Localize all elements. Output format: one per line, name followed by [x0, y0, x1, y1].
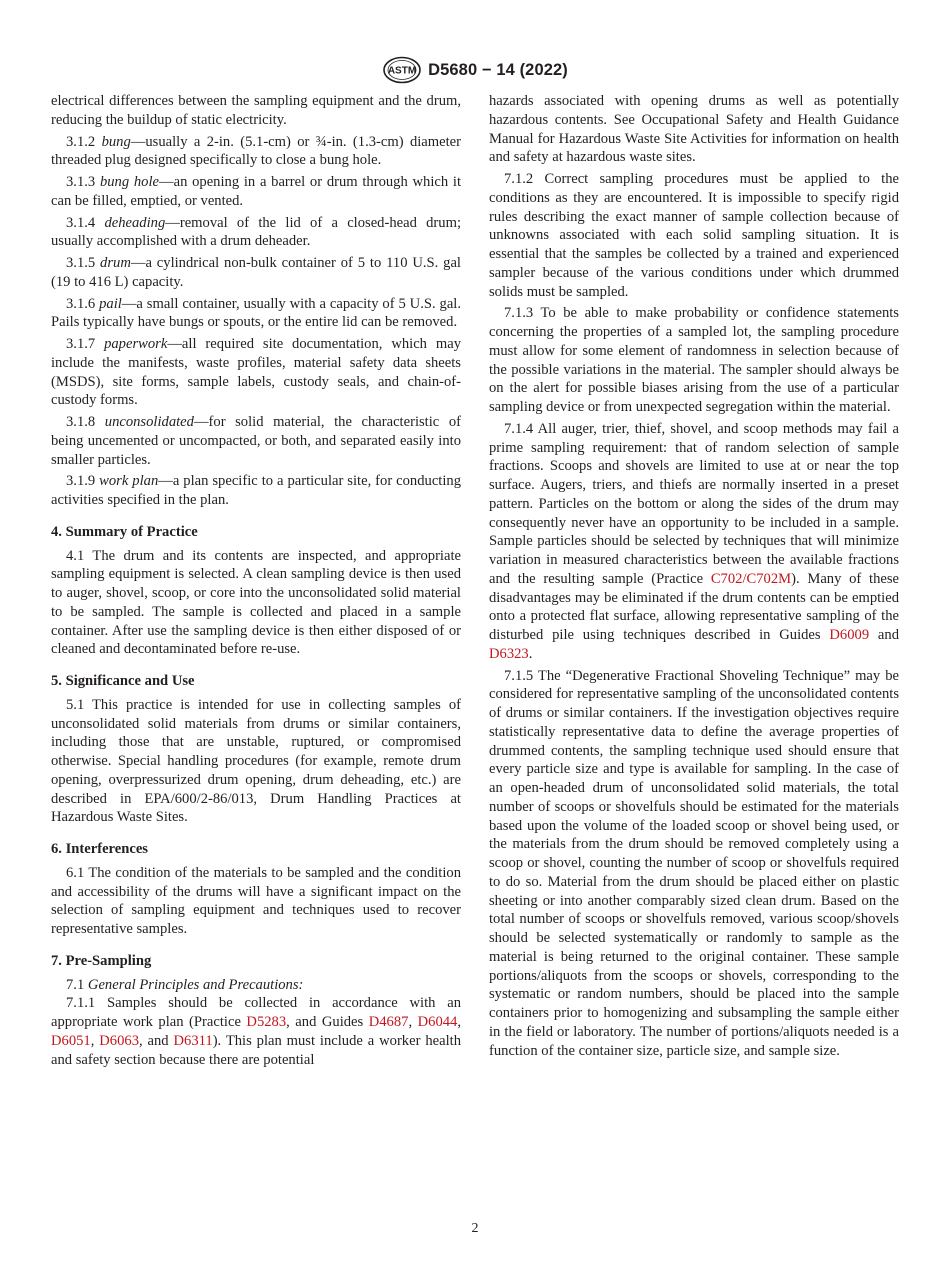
paragraph-continuation-right: hazards associated with opening drums as well as potentially hazardous contents. See Occupational Safety and Health Guidance Manual for Hazardous Waste Site Activities for information on health and safety at hazardous waste sites. — [489, 93, 899, 166]
paragraph-7-1-3: 7.1.3 To be able to make probability or confidence statements concerning the properties of a sampled lot, the sampling procedure must allow for some element of randomness in selection because of the possible variations in the material. The sampler should always be on the alert for possible biases arising from the use of a particular sampling device or from unexpected segregation within the material. — [489, 305, 899, 415]
astm-logo-icon — [382, 56, 422, 84]
section-heading-6: 6. Interferences — [51, 841, 148, 857]
paragraph-7-1-1: 7.1.1 Samples should be collected in accordance with an appropriate work plan (Practice D5283, and Guides D4687, D6044, D6051, D6063, and D6311). This plan must include a worker health and safety section because there are potential — [51, 995, 461, 1068]
term-bung-hole: bung hole — [99, 174, 159, 190]
ref-link-d4687[interactable]: D4687 — [368, 1014, 409, 1030]
right-column — [489, 92, 899, 1063]
term-unconsolidated: unconsolidated — [104, 414, 194, 430]
definition-3-1-6: 3.1.6 pail—a small container, usually with a capacity of 5 U.S. gal. Pails typically have bungs or spouts, or the entire lid can be removed. — [51, 295, 462, 331]
page-header — [0, 56, 950, 84]
left-column — [51, 92, 461, 1072]
ref-link-d6009[interactable]: D6009 — [829, 627, 870, 643]
definition-3-1-5: 3.1.5 drum—a cylindrical non-bulk container of 5 to 110 U.S. gal (19 to 416 L) capacity. — [51, 255, 461, 290]
ref-link-d6051[interactable]: D6051 — [51, 1032, 91, 1049]
definition-3-1-7: 3.1.7 paperwork—all required site documentation, which may include the manifests, waste profiles, material safety data sheets (MSDS), site forms, sample labels, custody seals, and chain-of-custody forms. — [51, 336, 461, 409]
ref-link-d6063[interactable]: D6063 — [99, 1032, 139, 1049]
term-bung: bung — [101, 133, 131, 150]
paragraph-7-1-4: 7.1.4 All auger, trier, thief, shovel, and scoop methods may fail a prime sampling requirement: that of random selection of sample fractions. Scoops and shovels are limited to use at or near the top surface. Augers, triers, and thiefs are normally inserted in a preset pattern. Particles on the bottom or along the sides of the drum may consequently never have an opportunity to be included in a sample. Sample particles should be selected by techniques that will minimize variation in measured characteristics between the available fractions and the resulting sample (Practice C702/C702M). Many of these disadvantages may be eliminated if the drum contents can be emptied onto a protected flat surface, allowing representative sampling of the disturbed pile using techniques described in Guides D6009 and D6323. — [489, 420, 899, 662]
term-work-plan: work plan — [99, 473, 159, 490]
ref-link-d6323[interactable]: D6323 — [489, 645, 529, 662]
paragraph-7-1-2: 7.1.2 Correct sampling procedures must be applied to the conditions as they are encountered. It is impossible to specify rigid rules describing the exact manner of sample collection because of unknowns associated with each solid sampling situation. It is essential that the samples be collected by a trained and experienced sampler because of the various conditions under which drummed solids must be sampled. — [489, 171, 899, 300]
ref-link-d5283[interactable]: D5283 — [246, 1014, 287, 1030]
paragraph-4-1: 4.1 The drum and its contents are inspected, and appropriate sampling equipment is selected. A clean sampling device is then used to auger, shovel, scoop, or core into the unconsolidated solid material to be sampled. The sample is collected and placed in a sample container. After use the sampling device is then either disposed of or cleaned and decontaminated before re-use. — [51, 547, 461, 658]
paragraph-5-1: 5.1 This practice is intended for use in collecting samples of unconsolidated solid materials from drums or similar containers, including those that are unstable, ruptured, or compromised otherwise. Special handling procedures (for example, remote drum opening, overpressurized drum opening, drum deheading, etc.) are described in EPA/600/2-86/013, Drum Handling Practices at Hazardous Waste Sites. — [51, 696, 461, 826]
definition-3-1-3: 3.1.3 bung hole—an opening in a barrel or drum through which it can be filled, emptied, or vented. — [51, 174, 462, 209]
subsection-title-7-1: General Principles and Precautions: — [87, 976, 304, 993]
paragraph-6-1: 6.1 The condition of the materials to be sampled and the condition and accessibility of the drums will have a significant impact on the selection of sampling equipment and techniques used to recover representative samples. — [51, 864, 461, 937]
term-paperwork: paperwork — [104, 336, 168, 352]
ref-link-c702[interactable]: C702/C702M — [710, 570, 792, 587]
definition-3-1-2: 3.1.2 bung—usually a 2-in. (5.1-cm) or ¾-in. (1.3-cm) diameter threaded plug designed specifically to close a bung hole. — [51, 133, 461, 169]
paragraph-7-1: 7.1 General Principles and Precautions: — [66, 976, 304, 993]
term-deheading: deheading — [104, 214, 166, 231]
section-heading-5: 5. Significance and Use — [51, 673, 195, 689]
document-designation: D5680 − 14 (2022) — [428, 60, 568, 79]
page-number: 2 — [471, 1221, 479, 1236]
section-heading-7: 7. Pre-Sampling — [51, 952, 152, 969]
definition-3-1-8: 3.1.8 unconsolidated—for solid material, the characteristic of being uncemented or uncompacted, or both, and separated easily into smaller particles. — [51, 414, 461, 468]
ref-link-d6044[interactable]: D6044 — [417, 1014, 458, 1030]
term-pail: pail — [99, 295, 122, 312]
section-heading-4: 4. Summary of Practice — [51, 523, 198, 540]
ref-link-d6311[interactable]: D6311 — [173, 1032, 213, 1049]
definition-3-1-4: 3.1.4 deheading—removal of the lid of a closed-head drum; usually accomplished with a drum deheader. — [51, 214, 461, 250]
term-drum: drum — [100, 255, 131, 271]
definition-3-1-9: 3.1.9 work plan—a plan specific to a particular site, for conducting activities specified in the plan. — [51, 473, 462, 508]
paragraph-continuation: electrical differences between the sampling equipment and the drum, reducing the buildup of static electricity. — [51, 93, 461, 128]
logo-text: ASTM — [387, 65, 417, 77]
paragraph-7-1-5: 7.1.5 The “Degenerative Fractional Shoveling Technique” may be considered for representative sampling of the unconsolidated contents of drums or similar containers. If the investigation objectives require statistically representative data to define the average properties of drummed contents, the sampling technique used should ensure that every particle size and type is available for sampling. In the case of an open-headed drum of unconsolidated solid materials, the total number of scoops or shovelfuls should be estimated for the materials based upon the volume of the loaded scoop or shovel being used, or the materials from the drum should be removed completely using a scoop or shovel, counting the number of scoop or shovelfuls required to do so. Material from the drum should be placed either on plastic sheeting or into another comparably sized clean drum. Based on the total number of scoops or shovelfuls removed, various scoop/shovels should be selected systematically or randomly to sample as the material is being returned to the original container. These sample portions/aliquots from the scoops or shovels, corresponding to the systematic or random numbers, should be placed into the sample containers prior to homogenizing and subsampling the sample either in the field or laboratory. The number of portions/aliquots needed is a function of the container size, particle size, and sample size. — [489, 667, 899, 1059]
